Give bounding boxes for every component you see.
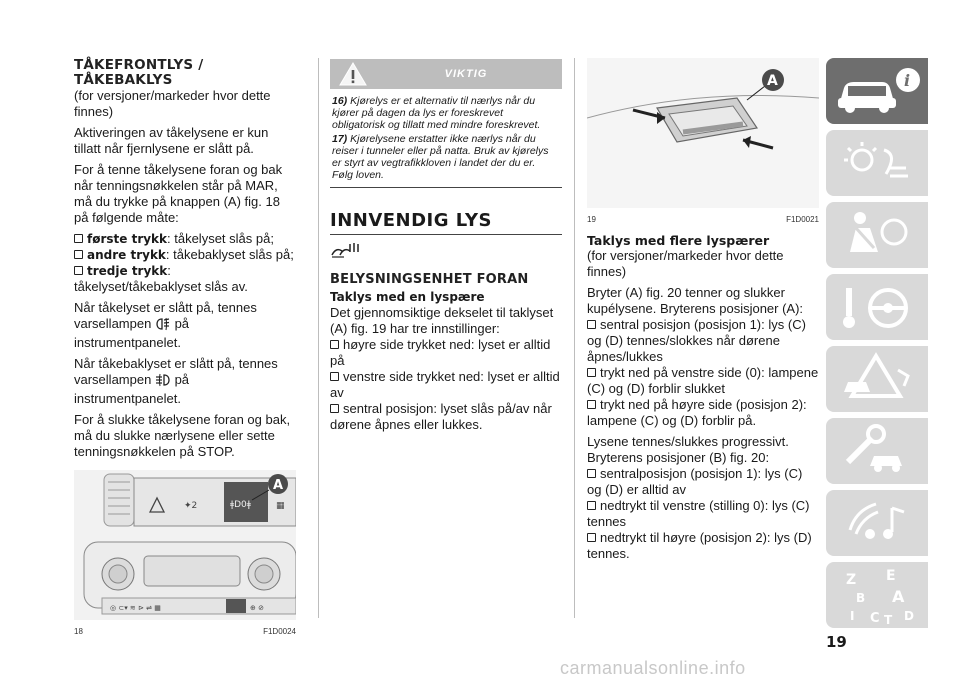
list-item [587, 498, 819, 530]
column-2 [330, 58, 562, 433]
note-number: 16) [332, 95, 348, 107]
list-item [587, 530, 819, 562]
note-number: 17) [332, 133, 348, 145]
svg-text:Z: Z [846, 572, 857, 588]
tab-multimedia[interactable] [826, 490, 928, 556]
list-item [74, 231, 296, 247]
bullet-box-icon [330, 340, 339, 349]
tab-car-info[interactable] [826, 58, 928, 124]
paragraph: Aktiveringen av tåkelysene er kun tillatt når fjernlysene er slått på. [74, 125, 269, 156]
svg-text:✦2: ✦2 [184, 501, 198, 511]
note-16 [332, 95, 558, 131]
paragraph: Lysene tennes/slukkes progressivt. Bryterens posisjoner (B) fig. 20: [587, 434, 789, 465]
list-item [587, 466, 819, 498]
bullet-box-icon [74, 234, 83, 243]
svg-text:C: C [870, 611, 880, 626]
svg-text:◎ ⊂▾ ≋ ⊳ ⇌ ▦: ◎ ⊂▾ ≋ ⊳ ⇌ ▦ [110, 604, 161, 612]
list-text: sentralposisjon (posisjon 1): lys (C) og (D) er alltid av [587, 466, 803, 497]
list-item [330, 337, 562, 369]
bullet-box-icon [74, 266, 83, 275]
list-item [330, 369, 562, 401]
list-text: : tåkelyset slås på; [167, 231, 274, 246]
wrench-car-icon [826, 418, 928, 484]
column-divider [574, 58, 575, 618]
list-text: høyre side trykket ned: lyset er alltid på [330, 337, 551, 368]
bullet-box-icon [587, 533, 596, 542]
callout-label-a: A [273, 478, 284, 493]
paragraph [74, 300, 296, 351]
version-note: (for versjoner/markeder hvor dette finnes) [587, 248, 784, 279]
paragraph: Det gjennomsiktige dekselet til taklyset (A) fig. 19 har tre innstillinger: [330, 305, 554, 336]
note-17 [332, 133, 558, 181]
ceiling-light-illustration [587, 58, 819, 208]
subsection-heading: BELYSNINGSENHET FORAN [330, 272, 529, 287]
keyword: andre trykk [87, 248, 166, 262]
svg-text:i: i [904, 71, 911, 90]
sub-heading-multi-bulb: Taklys med flere lyspærer [587, 233, 770, 248]
important-note-box [330, 59, 562, 188]
figure-caption [587, 215, 819, 224]
svg-text:A: A [892, 587, 905, 606]
bullet-box-icon [587, 501, 596, 510]
alphabet-index-icon [826, 562, 928, 628]
sub-heading-single-bulb: Taklys med en lyspære [330, 290, 485, 304]
svg-text:ǂD0ǂ: ǂD0ǂ [230, 500, 251, 510]
list-text: nedtrykt til høyre (posisjon 2): lys (D) tennes. [587, 530, 812, 561]
figure-number: 18 [74, 627, 83, 636]
column-3 [587, 58, 819, 562]
important-note-title: VIKTIG [444, 68, 488, 80]
list-item [587, 365, 819, 397]
bullet-box-icon [587, 320, 596, 329]
dashboard-lights-icon [826, 130, 928, 196]
important-note-body [330, 89, 562, 188]
bullet-box-icon [74, 250, 83, 259]
version-note: (for versjoner/markeder hvor dette finnes) [74, 88, 271, 119]
tab-steering-wheel-key[interactable] [826, 274, 928, 340]
page-number: 19 [826, 633, 847, 651]
front-fog-light-icon [155, 317, 171, 335]
list-item [74, 263, 296, 295]
list-text: : tåkelyset/tåkebaklyset slås av. [74, 263, 248, 294]
tab-airbag-seatbelt[interactable] [826, 202, 928, 268]
interior-light-icon [330, 241, 562, 264]
bullet-box-icon [587, 469, 596, 478]
airbag-seatbelt-icon [826, 202, 928, 268]
callout-label-a: A [767, 73, 778, 89]
rear-fog-light-icon [155, 373, 171, 391]
chapter-heading-interior-lights: INNVENDIG LYS [330, 210, 562, 235]
svg-text:⊕ ⊘: ⊕ ⊘ [250, 604, 264, 612]
text: Når tåkebaklyset er slått på, tennes varsellampen [74, 356, 278, 387]
chapter-tabs [826, 58, 928, 634]
text: Når tåkelyset er slått på, tennes varsellampen [74, 300, 257, 331]
list-text: sentral posisjon (posisjon 1): lys (C) og (D) tennes/slokkes når dørene åpnes/lukkes [587, 317, 806, 364]
tab-index[interactable] [826, 562, 928, 628]
column-divider [318, 58, 319, 618]
paragraph: For å tenne tåkelysene foran og bak når tenningsnøkkelen står på MAR, må du trykke på knappen (A) fig. 18 på følgende måte: [74, 162, 283, 225]
figure-code: F1D0024 [263, 627, 296, 636]
list-text: venstre side trykket ned: lyset er alltid av [330, 369, 560, 400]
multimedia-icon [826, 490, 928, 556]
list-text: sentral posisjon: lyset slås på/av når dørene åpnes eller lukkes. [330, 401, 552, 432]
bullet-box-icon [330, 372, 339, 381]
text: på instrumentpanelet. [74, 316, 190, 350]
list-text: trykt ned på venstre side (0): lampene (C) og (D) forblir slukket [587, 365, 819, 396]
warning-triangle-car-icon [826, 346, 928, 412]
note-text: Kjørelysene erstatter ikke nærlys når du reiser i tunneler eller på natta. Bruk av kjørelys er styrt av vegtrafikkloven i landet der du er. Følg loven. [332, 133, 549, 181]
svg-text:E: E [886, 568, 896, 584]
svg-text:B: B [856, 591, 866, 605]
figure-caption [74, 627, 296, 636]
figure-19 [587, 58, 819, 224]
list-item [587, 397, 819, 429]
paragraph: Bryter (A) fig. 20 tenner og slukker kupélysene. Bryterens posisjoner (A): [587, 285, 804, 316]
figure-code: F1D0021 [786, 215, 819, 224]
car-info-icon [826, 58, 928, 124]
list-item [587, 317, 819, 365]
watermark-text: carmanualsonline.info [560, 658, 746, 678]
keyword: tredje trykk [87, 264, 168, 278]
dashboard-switch-panel-illustration [74, 470, 296, 620]
important-note-header [330, 59, 562, 89]
figure-18 [74, 470, 296, 636]
svg-text:▦: ▦ [276, 501, 285, 511]
bullet-box-icon [330, 404, 339, 413]
steering-wheel-key-icon [826, 274, 928, 340]
tab-dashboard-lights[interactable] [826, 130, 928, 196]
keyword: første trykk [87, 232, 168, 246]
note-text: Kjørelys er et alternativ til nærlys når du kjører på dagen da lys er foreskrevet obligatorisk og tillatt med mindre foreskrevet. [332, 95, 541, 131]
svg-text:I: I [850, 609, 855, 623]
tab-emergency[interactable] [826, 346, 928, 412]
list-text: : tåkebaklyset slås på; [165, 247, 294, 262]
list-item [74, 247, 296, 263]
list-item [330, 401, 562, 433]
column-1 [74, 58, 296, 636]
svg-text:D: D [904, 609, 914, 623]
bullet-box-icon [587, 368, 596, 377]
section-heading-fog-lights: TÅKEFRONTLYS / TÅKEBAKLYS [74, 57, 204, 88]
svg-text:T: T [884, 613, 893, 627]
bullet-box-icon [587, 400, 596, 409]
paragraph: For å slukke tåkelysene foran og bak, må du slukke nærlysene eller sette tenningsnøkkelen på STOP. [74, 412, 291, 459]
text: på instrumentpanelet. [74, 372, 190, 406]
figure-number: 19 [587, 215, 596, 224]
tab-maintenance[interactable] [826, 418, 928, 484]
paragraph [74, 356, 296, 407]
list-text: trykt ned på høyre side (posisjon 2): lampene (C) og (D) forblir på. [587, 397, 807, 428]
list-text: nedtrykt til venstre (stilling 0): lys (C) tennes [587, 498, 810, 529]
